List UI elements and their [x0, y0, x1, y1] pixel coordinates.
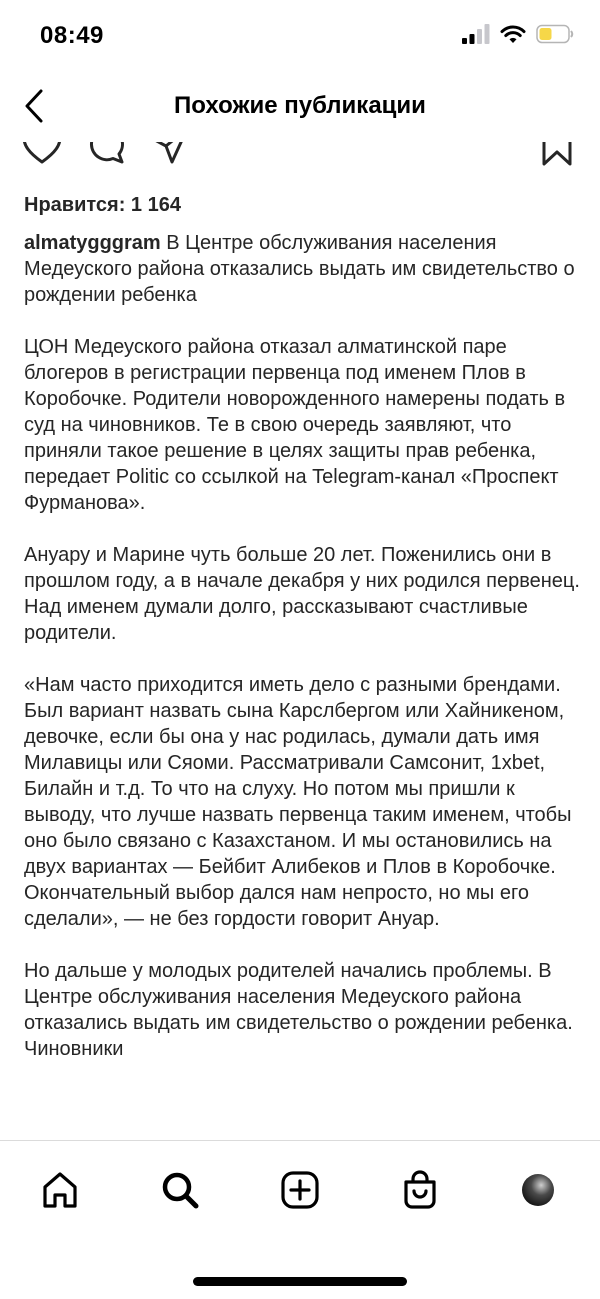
- home-indicator[interactable]: [193, 1277, 407, 1286]
- bottom-tab-bar: [0, 1140, 600, 1299]
- tab-search[interactable]: [150, 1165, 210, 1215]
- cellular-signal-icon: [462, 24, 490, 44]
- tab-new-post[interactable]: [270, 1165, 330, 1215]
- battery-icon: [536, 24, 574, 44]
- heart-icon[interactable]: [22, 142, 62, 168]
- status-time: 08:49: [40, 22, 104, 49]
- comment-icon[interactable]: [86, 142, 126, 168]
- caption-paragraph: «Нам часто приходится иметь дело с разными брендами. Был вариант назвать сына Карслбергом или Хайникеном, девочке, если бы она у нас родилась, думали дать имя Милавицы или Сяоми. Рассматривали Самсонит, 1xbet, Билайн и т.д. То что на слуху. Но потом мы пришли к выводу, что лучше назвать первенца таким именем, чтобы оно было связано с Казахстаном. И мы остановились на двух вариантах — Бейбит Алибеков и Плов в Коробочке. Окончательный выбор дался нам непросто, но мы его сделали», — не без гордости говорит Ануар.: [24, 674, 572, 930]
- status-icons: [462, 24, 574, 44]
- paper-plane-icon[interactable]: [150, 142, 190, 168]
- profile-avatar: [521, 1173, 555, 1207]
- caption-paragraph: Ануару и Марине чуть больше 20 лет. Поженились они в прошлом году, а в начале декабря у них родился первенец. Над именем думали долго, рассказывают счастливые родители.: [24, 544, 580, 644]
- search-icon: [160, 1170, 200, 1210]
- home-icon: [40, 1170, 80, 1210]
- status-bar: [0, 0, 600, 76]
- header: [0, 76, 600, 142]
- tab-shop[interactable]: [390, 1165, 450, 1215]
- post-actions: [0, 142, 600, 176]
- add-post-icon: [280, 1170, 320, 1210]
- caption-headline: [24, 230, 580, 308]
- post-caption: [24, 230, 580, 1140]
- shop-icon: [400, 1170, 440, 1210]
- bookmark-icon[interactable]: [540, 142, 574, 168]
- tab-home[interactable]: [30, 1165, 90, 1215]
- caption-headline-text: В Центре обслуживания населения Медеуского района отказались выдать им свидетельство о рождении ребенка: [24, 232, 575, 306]
- caption-paragraph: ЦОН Медеуского района отказал алматинской паре блогеров в регистрации первенца под именем Плов в Коробочке. Родители новорожденного намерены подать в суд на чиновников. Те в свою очередь заявляют, что приняли такое решение в целях защиты прав ребенка, передает Politic со ссылкой на Telegram-канал «Проспект Фурманова».: [24, 336, 566, 514]
- likes-count[interactable]: Нравится: 1 164: [24, 194, 181, 216]
- username-link[interactable]: almatygggram: [24, 232, 161, 254]
- wifi-icon: [500, 24, 526, 44]
- caption-paragraph: Но дальше у молодых родителей начались проблемы. В Центре обслуживания населения Медеуского района отказались выдать им свидетельство о рождении ребенка. Чиновники: [24, 960, 573, 1060]
- tab-profile[interactable]: [508, 1165, 568, 1215]
- page-title: Похожие публикации: [174, 92, 426, 119]
